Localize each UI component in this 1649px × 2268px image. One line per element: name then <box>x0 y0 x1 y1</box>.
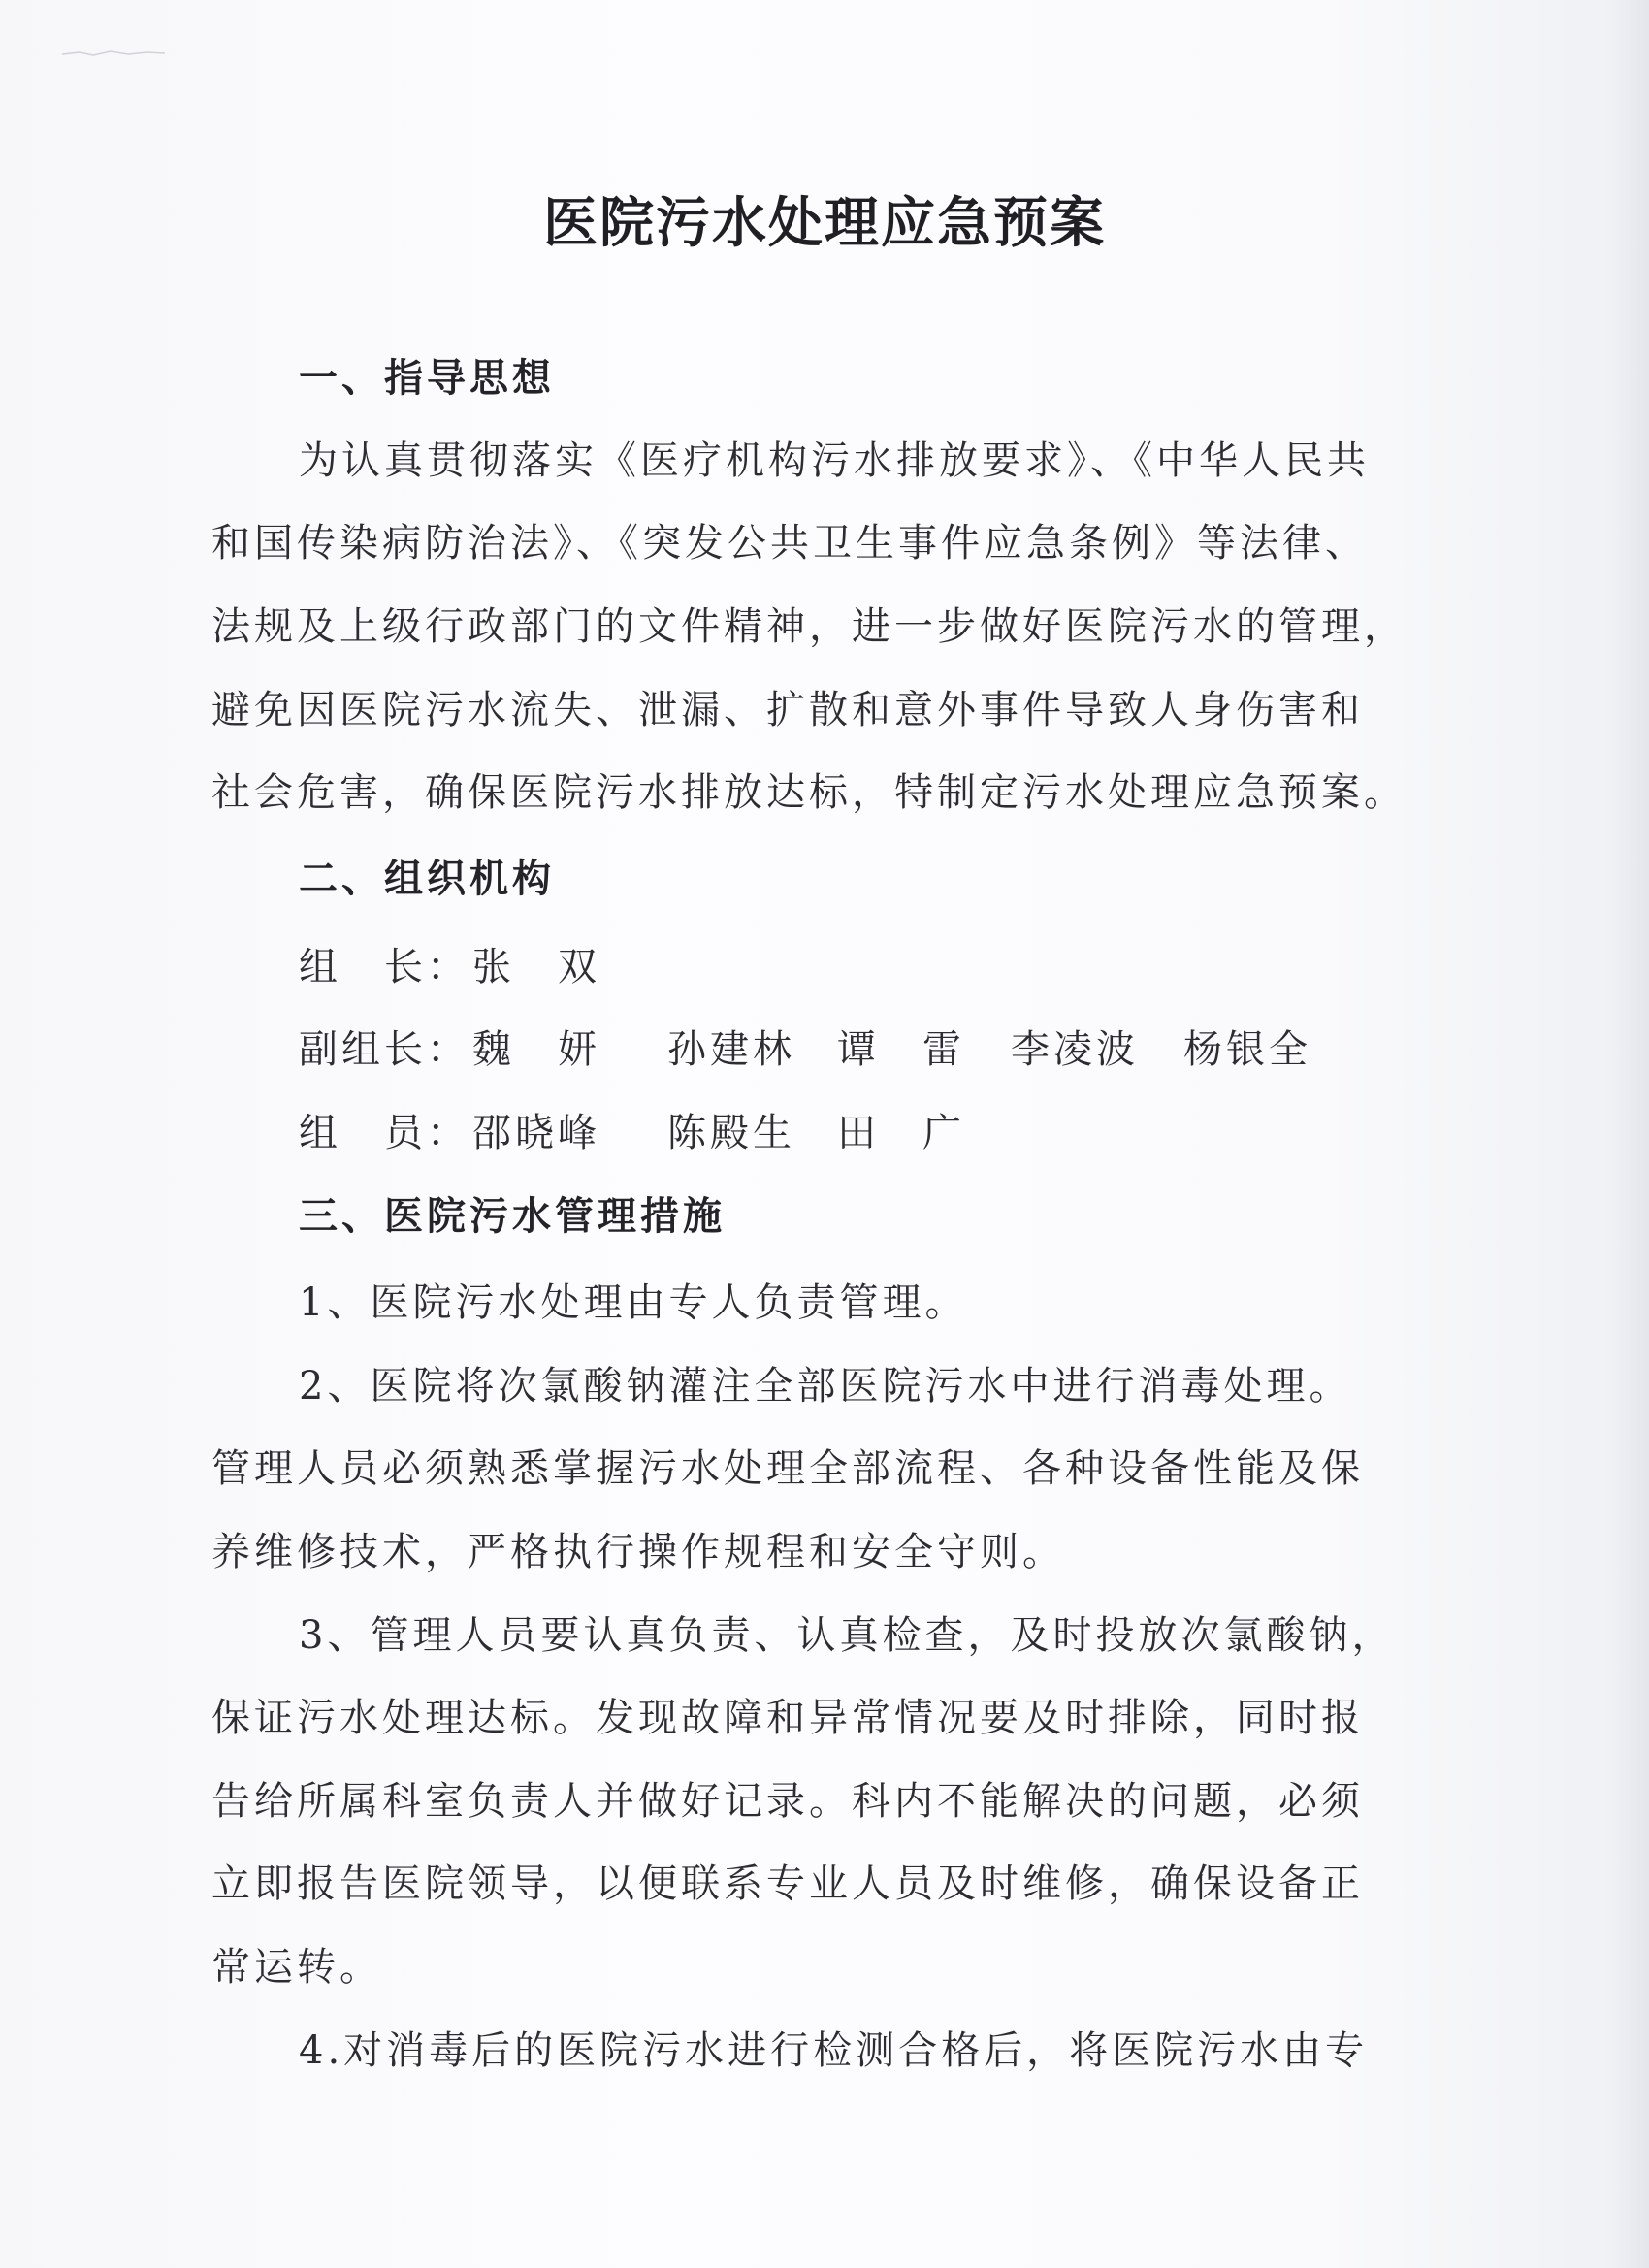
body-line: 避免因医院污水流失、泄漏、扩散和意外事件导致人身伤害和 <box>211 688 1364 732</box>
body-line: 保证污水处理达标。发现故障和异常情况要及时排除，同时报 <box>211 1696 1364 1740</box>
scan-edge-shadow <box>1610 0 1649 2268</box>
scan-corner-mark <box>60 47 167 60</box>
body-line: 告给所属科室负责人并做好记录。科内不能解决的问题，必须 <box>211 1779 1364 1824</box>
deputy-name: 魏 妍 <box>472 1027 600 1072</box>
document-title: 医院污水处理应急预案 <box>543 192 1106 255</box>
member-name: 田 广 <box>837 1111 965 1155</box>
member-name: 陈殿生 <box>667 1111 795 1155</box>
body-line: 2、医院将次氯酸钠灌注全部医院污水中进行消毒处理。 <box>299 1364 1352 1409</box>
body-line: 立即报告医院领导，以便联系专业人员及时维修，确保设备正 <box>211 1862 1364 1906</box>
member-label: 组 员： <box>299 1111 469 1155</box>
deputy-name: 孙建林 <box>667 1027 795 1072</box>
body-line: 为认真贯彻落实《医疗机构污水排放要求》、《中华人民共 <box>299 438 1370 483</box>
deputy-label: 副组长： <box>299 1027 469 1072</box>
body-line: 社会危害，确保医院污水排放达标，特制定污水处理应急预案。 <box>211 770 1406 815</box>
member-name: 邵晓峰 <box>472 1111 600 1155</box>
body-line: 和国传染病防治法》、《突发公共卫生事件应急条例》等法律、 <box>211 521 1368 566</box>
section-heading-guiding-ideology: 一、指导思想 <box>299 356 555 401</box>
deputy-name: 谭 雷 <box>837 1027 965 1072</box>
body-line: 养维修技术，严格执行操作规程和安全守则。 <box>211 1530 1065 1574</box>
section-heading-management-measures: 三、医院污水管理措施 <box>299 1194 726 1239</box>
body-line: 3、管理人员要认真负责、认真检查，及时投放次氯酸钠， <box>299 1613 1395 1658</box>
body-line: 1、医院污水处理由专人负责管理。 <box>299 1280 968 1325</box>
body-line: 管理人员必须熟悉掌握污水处理全部流程、各种设备性能及保 <box>211 1446 1364 1491</box>
leader-label: 组 长： <box>299 945 469 989</box>
leader-name: 张 双 <box>472 945 600 989</box>
deputy-name: 杨银全 <box>1183 1027 1311 1072</box>
body-line: 常运转。 <box>211 1945 382 1990</box>
section-heading-organization: 二、组织机构 <box>299 857 555 901</box>
body-line: 法规及上级行政部门的文件精神，进一步做好医院污水的管理， <box>211 604 1406 649</box>
body-line: 4.对消毒后的医院污水进行检测合格后，将医院污水由专 <box>299 2028 1369 2073</box>
deputy-name: 李凌波 <box>1011 1027 1139 1072</box>
